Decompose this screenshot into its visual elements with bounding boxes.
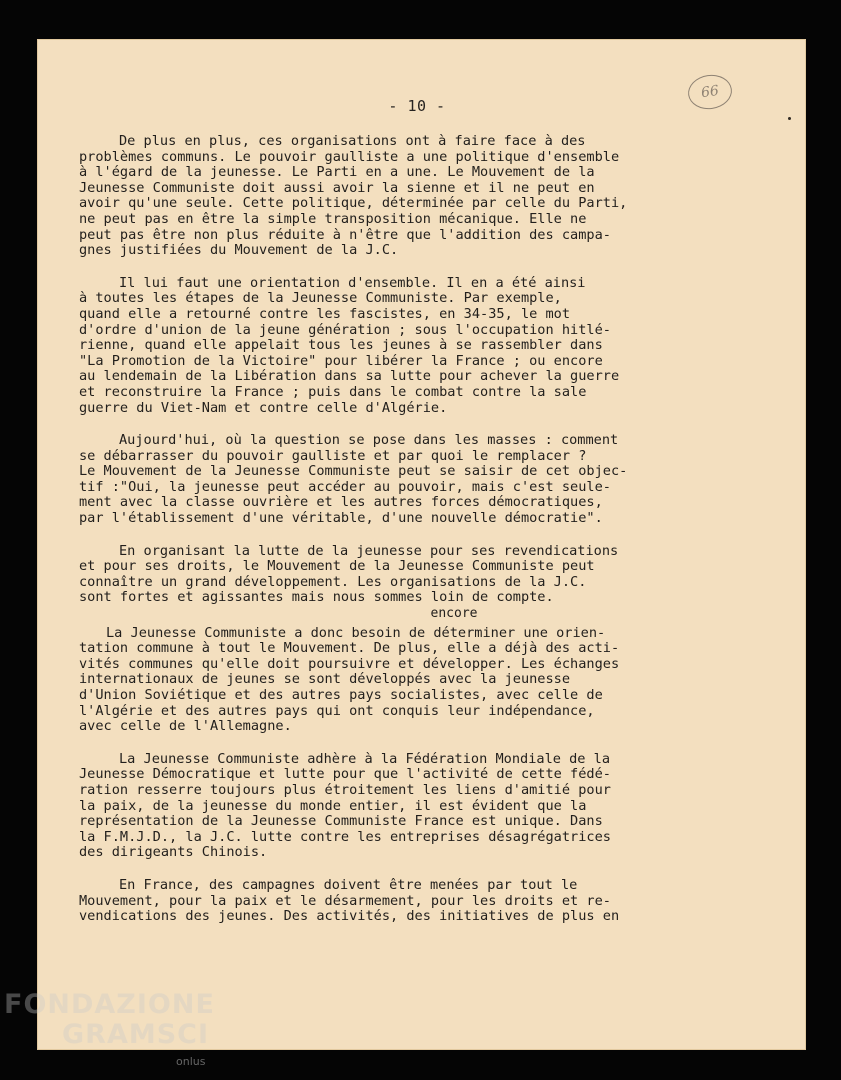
text-line: connaître un grand développement. Les organisations de la J.C.: [79, 573, 587, 590]
watermark-line-2: GRAMSCI: [62, 1019, 210, 1050]
text-line: La Jeunesse Communiste adhère à la Fédération Mondiale de la: [119, 750, 611, 767]
text-line: avec celle de l'Allemagne.: [79, 718, 292, 735]
text-line: En organisant la lutte de la jeunesse pour ses revendications: [119, 542, 619, 559]
archive-folio-number: 66: [700, 82, 720, 102]
text-line: avoir qu'une seule. Cette politique, déterminée par celle du Parti,: [79, 195, 628, 212]
text-line: tation commune à tout le Mouvement. De plus, elle a déjà des acti-: [79, 640, 620, 657]
text-line: rienne, quand elle appelait tous les jeunes à se rassembler dans: [79, 337, 603, 354]
text-line: d'ordre d'union de la jeune génération ; sous l'occupation hitlé-: [79, 321, 611, 338]
text-line: Jeunesse Démocratique et lutte pour que l'activité de cette fédé-: [79, 766, 611, 783]
text-line: d'Union Soviétique et des autres pays socialistes, avec celle de: [79, 687, 603, 703]
text-line: La Jeunesse Communiste a donc besoin de déterminer une orien-: [106, 624, 606, 641]
text-line: problèmes communs. Le pouvoir gaulliste a une politique d'ensemble: [79, 148, 620, 165]
handwritten-insertion: encore: [430, 606, 478, 622]
paragraph-2: [79, 276, 719, 416]
text-line: En France, des campagnes doivent être menées par tout le: [119, 876, 578, 893]
text-line: représentation de la Jeunesse Communiste France est unique. Dans: [79, 813, 603, 830]
text-line: peut pas être non plus réduite à n'être que l'addition des campa-: [79, 226, 611, 243]
text-line: l'Algérie et des autres pays qui ont conquis leur indépendance,: [79, 702, 595, 719]
text-line: gnes justifiées du Mouvement de la J.C.: [79, 242, 399, 259]
text-line: "La Promotion de la Victoire" pour libérer la France ; ou encore: [79, 352, 603, 369]
paper-speck: [788, 117, 791, 120]
archive-watermark: [4, 989, 215, 1068]
text-line: et reconstruire la France ; puis dans le combat contre la sale: [79, 383, 587, 400]
paragraph-4: [79, 544, 719, 622]
text-line: et pour ses droits, le Mouvement de la Jeunesse Communiste peut: [79, 558, 595, 575]
text-line: vendications des jeunes. Des activités, des initiatives de plus en: [79, 908, 620, 925]
watermark-line-1: FONDAZIONE: [4, 989, 215, 1020]
text-line: par l'établissement d'une véritable, d'une nouvelle démocratie".: [79, 510, 603, 527]
document-page: [37, 39, 806, 1050]
paragraph-3: [79, 433, 719, 527]
text-line: vités communes qu'elle doit poursuivre et développer. Les échanges: [79, 655, 620, 672]
text-line: à toutes les étapes de la Jeunesse Communiste. Par exemple,: [79, 290, 562, 307]
paragraph-6: [79, 752, 719, 861]
text-line: ment avec la classe ouvrière et les autres forces démocratiques,: [79, 494, 603, 511]
text-line: quand elle a retourné contre les fascistes, en 34-35, le mot: [79, 305, 571, 322]
paragraph-5: [79, 626, 719, 735]
text-line: sont fortes et agissantes mais nous sommes loin de compte.: [79, 589, 554, 606]
text-line: guerre du Viet-Nam et contre celle d'Algérie.: [79, 399, 448, 416]
text-line: au lendemain de la Libération dans sa lutte pour achever la guerre: [79, 368, 620, 385]
text-line: Il lui faut une orientation d'ensemble. Il en a été ainsi: [119, 274, 586, 291]
text-line: la paix, de la jeunesse du monde entier, il est évident que la: [79, 797, 587, 814]
text-line: Mouvement, pour la paix et le désarmement, pour les droits et re-: [79, 892, 611, 909]
page-number: - 10 -: [388, 97, 446, 115]
text-line: se débarrasser du pouvoir gaulliste et par quoi le remplacer ?: [79, 447, 587, 464]
watermark-sub: onlus: [176, 1055, 206, 1068]
text-line: Jeunesse Communiste doit aussi avoir la sienne et il ne peut en: [79, 179, 595, 196]
text-line: à l'égard de la jeunesse. Le Parti en a une. Le Mouvement de la: [79, 164, 595, 181]
typed-text-body: [79, 134, 719, 942]
text-line: ration resserre toujours plus étroitement les liens d'amitié pour: [79, 781, 611, 798]
text-line: De plus en plus, ces organisations ont à faire face à des: [119, 133, 586, 149]
text-line: des dirigeants Chinois.: [79, 844, 268, 861]
text-line: la F.M.J.D., la J.C. lutte contre les entreprises désagrégatrices: [79, 828, 611, 845]
text-line: tif :"Oui, la jeunesse peut accéder au pouvoir, mais c'est seule-: [79, 478, 611, 495]
paragraph-7: [79, 878, 719, 925]
text-line: internationaux de jeunes se sont développés avec la jeunesse: [79, 671, 571, 688]
text-line: Aujourd'hui, où la question se pose dans les masses : comment: [119, 432, 619, 449]
text-line: Le Mouvement de la Jeunesse Communiste peut se saisir de cet objec-: [79, 463, 628, 480]
paragraph-1: [79, 134, 719, 259]
text-line: ne peut pas en être la simple transposition mécanique. Elle ne: [79, 210, 587, 227]
